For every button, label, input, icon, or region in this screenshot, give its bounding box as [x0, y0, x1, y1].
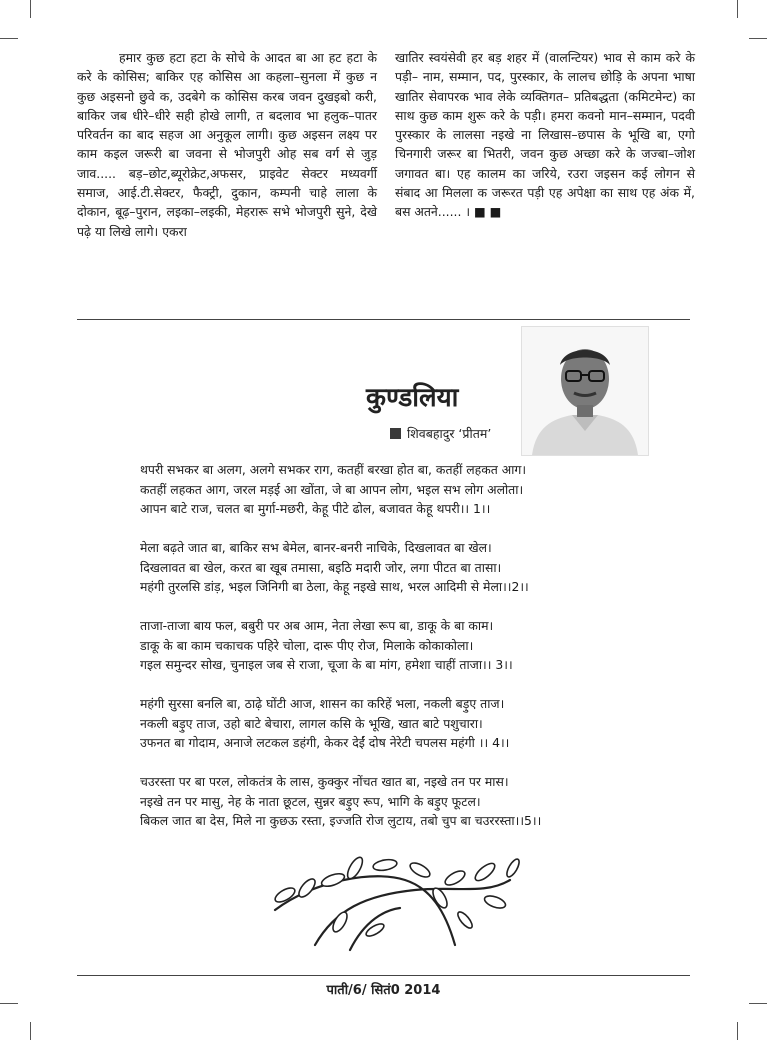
footer-divider	[77, 975, 690, 976]
crop-mark	[749, 38, 767, 39]
branch-ornament-icon	[255, 850, 525, 955]
page-footer: पाती/6/ सितं0 2014	[326, 983, 441, 998]
stanza	[140, 694, 660, 753]
author-photo	[521, 326, 649, 456]
crop-mark	[30, 1022, 31, 1040]
article-column-right	[395, 48, 695, 222]
poem-line: चउरस्ता पर बा परल, लोकतंत्र के लास, कुक्कुर नोंचत खात बा, नइखे तन पर मास।	[140, 774, 509, 789]
author-byline	[390, 425, 491, 442]
poem-line: थपरी सभकर बा अलग, अलगे सभकर राग, कतहीं बरखा होत बा, कतहीं लहकत आग।	[140, 462, 527, 477]
article-paragraph: हमार कुछ हटा हटा के सोचे के आदत बा आ हट हटा के करे के कोसिस; बाकिर एह कोसिस आ कहला–सुनला में कुछ न कुछ अइसनो छुवे क, उदबेगे क कोसिस करब जवन दुखइबो करी, बाकिर जब धीरे–धीरे सही होखे लागी, त बदलाव भा हलुक–पातर परिवर्तन का बाद सहज आ अनुकूल लागी। कुछ अइसन लक्ष्य पर काम कइल जरूरी बा जवना से भोजपुरी ओह सब वर्ग से जुड़ जाव..... बड़–छोट,ब्यूरोक्रेट,अफसर, प्राइवेट सेक्टर मध्यवर्गी समाज, आई.टी.सेक्टर, फैक्ट्री, दुकान, कम्पनी चाहे लाला के दोकान, बूढ़–पुरान, लइका–लइकी, मेहरारू सभे भोजपुरी सुने, देखे पढ़े या लिखे लागे। एकरा	[77, 50, 377, 239]
crop-mark	[30, 0, 31, 18]
poem-line: दिखलावत बा खेल, करत बा खूब तमासा, बइठि मदारी जोर, लगा पीटत बा तासा।	[140, 559, 502, 575]
bullet-square-icon	[390, 428, 401, 439]
crop-mark	[737, 0, 738, 18]
crop-mark	[749, 1003, 767, 1004]
poem-line: महंगी सुरसा बनलि बा, ठाढ़े घोंटी आज, शासन का करिहें भला, नकली बड़ुए ताज।	[140, 696, 505, 711]
article-column-left	[77, 48, 377, 241]
poem-line: महंगी तुरलसि डांड़, भइल जिनिगी बा ठेला, केहू नइखे साथ, भरल आदिमी से मेला।।2।।	[140, 579, 529, 594]
crop-mark	[737, 1022, 738, 1040]
author-name: शिवबहादुर ‘प्रीतम’	[407, 426, 492, 441]
poem-line: ताजा-ताजा बाय फल, बबुरी पर अब आम, नेता लेखा रूप बा, डाकू के बा काम।	[140, 618, 494, 633]
poem-line: नकली बड़ुए ताज, उहो बाटे बेचारा, लागल कसि के भूखि, खात बाटे पशुचारा।	[140, 715, 483, 731]
stanza	[140, 538, 660, 597]
poem-line: डाकू के बा काम चकाचक पहिरे चोला, दारू पीए रोज, मिलाके कोकाकोला।	[140, 637, 474, 653]
crop-mark	[0, 1003, 18, 1004]
section-divider	[77, 319, 690, 320]
poem-line: आपन बाटे राज, चलत बा मुर्गा-मछरी, केहू पीटे ढोल, बजावत केहू थपरी।। 1।।	[140, 501, 491, 516]
stanza	[140, 460, 660, 519]
poem-line: नइखे तन पर मासु, नेह के नाता छूटल, सुन्नर बड़ुए रूप, भागि के बड़ुए फूटल।	[140, 793, 481, 809]
poem-title: कुण्डलिया	[366, 383, 459, 413]
poem-line: उफनत बा गोदाम, अनाजे लटकल डहंगी, केकर देईं दोष नेरेटी चपलस महंगी ।। 4।।	[140, 735, 510, 750]
article-paragraph: खातिर स्वयंसेवी हर बड़ शहर में (वालन्टियर) भाव से काम करे के पड़ी– नाम, सम्मान, पद, पुरस्कार, के लालच छोड़ि के अपना भाषा खातिर सेवापरक भाव लेके व्यक्तिगत– प्रतिबद्धता (कमिटमेन्ट) का साथ कुछ काम शुरू करे के पड़ी। हमरा कवनो मान–सम्मान, पदवी पुरस्कार के लालसा नइखे ना लिखास–छपास के भूखि बा, एगो चिनगारी जरूर बा भितरी, जवन कुछ अच्छा करे के जज्बा–जोश जगावत बा। एह कालम का जरिये, रउरा जइसन कई लोगन से संबाद आ मिलला क जरूरत पड़ी एह अपेक्षा का साथ एह अंक में, बस अतने...... । ■ ■	[395, 50, 695, 220]
crop-mark	[0, 38, 18, 39]
poem-line: बिकल जात बा देस, मिले ना कुछऊ रस्ता, इज्जति रोज लुटाय, तबो चुप बा चउररस्ता।।5।।	[140, 813, 542, 828]
stanza	[140, 772, 660, 831]
author-portrait-image	[522, 327, 648, 455]
poem-body	[140, 460, 660, 850]
poem-line: कतहीं लहकत आग, जरल मड़ई आ खोंता, जे बा आपन लोग, भइल सभ लोग अलोता।	[140, 481, 524, 497]
poem-line: मेला बढ़ते जात बा, बाकिर सभ बेमेल, बानर-बनरी नाचिके, दिखलावत बा खेल।	[140, 540, 492, 555]
poem-line: गइल समुन्दर सोख, चुनाइल जब से राजा, चूजा के बा मांग, हमेशा चाहीं ताजा।। 3।।	[140, 657, 513, 672]
stanza	[140, 616, 660, 675]
